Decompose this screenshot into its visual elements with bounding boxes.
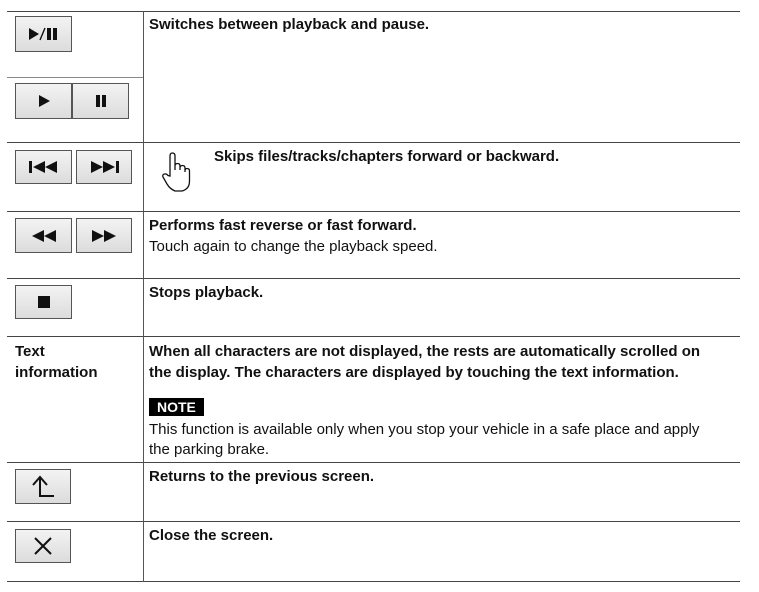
row-divider	[7, 142, 740, 143]
note-line1: This function is available only when you stop your vehicle in a safe place and apply	[149, 421, 700, 438]
row-divider	[7, 278, 740, 279]
row-divider	[7, 336, 740, 337]
fast-forward-button[interactable]	[76, 218, 132, 253]
stop-icon	[37, 295, 51, 309]
skip-back-button[interactable]	[15, 150, 72, 184]
stop-button[interactable]	[15, 285, 72, 319]
fast-description-text: Touch again to change the playback speed.	[149, 238, 438, 255]
table-top-rule	[7, 11, 740, 12]
close-icon	[33, 536, 53, 556]
table-bottom-rule	[7, 581, 740, 582]
row-divider	[7, 211, 740, 212]
return-description: Returns to the previous screen.	[149, 468, 375, 485]
row-divider	[7, 77, 143, 78]
hand-touch-icon	[160, 150, 192, 194]
close-description: Close the screen.	[149, 527, 274, 544]
column-divider	[143, 11, 144, 582]
pause-button[interactable]	[72, 83, 129, 119]
stop-description: Stops playback.	[149, 284, 264, 301]
pause-icon	[94, 94, 108, 108]
text-info-label-line1: Text	[15, 343, 45, 360]
skip-forward-button[interactable]	[76, 150, 132, 184]
rewind-button[interactable]	[15, 218, 72, 253]
play-button[interactable]	[15, 83, 72, 119]
play-icon	[37, 94, 51, 108]
note-line2: the parking brake.	[149, 441, 270, 458]
return-button[interactable]	[15, 469, 71, 504]
skip-description: Skips files/tracks/chapters forward or backward.	[214, 148, 560, 165]
fast-description-title: Performs fast reverse or fast forward.	[149, 217, 417, 234]
text-info-line2: the display. The characters are displayed by touching the text information.	[149, 364, 679, 381]
note-badge: NOTE	[149, 398, 204, 416]
play-pause-description: Switches between playback and pause.	[149, 16, 430, 33]
row-divider	[7, 521, 740, 522]
fast-forward-icon	[90, 229, 118, 243]
skip-back-icon	[27, 160, 61, 174]
text-info-line1: When all characters are not displayed, the rests are automatically scrolled on	[149, 343, 701, 360]
skip-forward-icon	[87, 160, 121, 174]
play-pause-icon	[27, 27, 61, 41]
play-pause-button[interactable]	[15, 16, 72, 52]
close-button[interactable]	[15, 529, 71, 563]
text-info-label-line2: information	[15, 364, 98, 381]
rewind-icon	[30, 229, 58, 243]
return-arrow-icon	[30, 474, 56, 500]
row-divider	[7, 462, 740, 463]
